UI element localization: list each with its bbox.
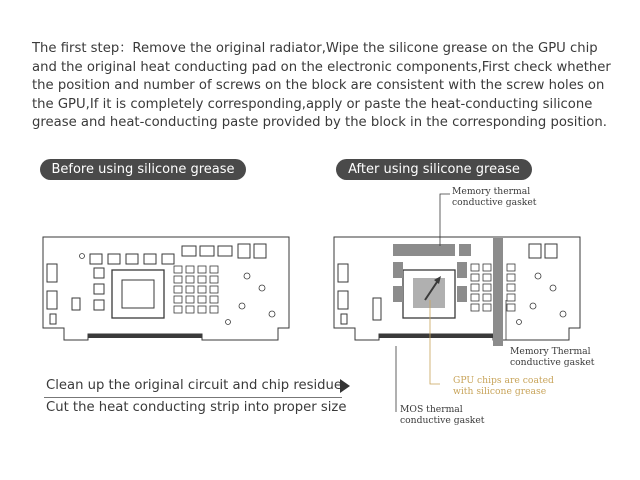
intro-paragraph [32, 40, 622, 133]
callout-line: Memory Thermal [510, 346, 591, 357]
step-divider [44, 397, 342, 398]
step-cut: Cut the heat conducting strip into proper size [46, 400, 347, 415]
play-arrow-icon [340, 379, 350, 393]
board-before-illustration [42, 236, 290, 348]
before-label: Before using silicone grease [40, 159, 246, 180]
intro-line: the GPU,If it is completely corresponding,apply or paste the heat-conducting silicone [32, 96, 593, 112]
intro-line: and the original heat conducting pad on the electronic components,First check whether [32, 59, 611, 75]
after-label: After using silicone grease [336, 159, 532, 180]
callout-line: conductive gasket [400, 415, 485, 426]
intro-line: The first step：Remove the original radiator,Wipe the silicone grease on the GPU chip [32, 41, 598, 56]
callout-line: GPU chips are coated [453, 375, 554, 386]
board-after-illustration [333, 236, 583, 356]
intro-line: the position and number of screws on the block are consistent with the screw holes on [32, 78, 605, 94]
callout-line: Memory thermal [452, 186, 531, 197]
callout-gpu-grease [453, 375, 554, 397]
callout-line: conductive gasket [452, 197, 537, 208]
callout-line: MOS thermal [400, 404, 463, 415]
callout-line: conductive gasket [510, 357, 595, 368]
callout-memory-right [510, 346, 595, 368]
step-clean: Clean up the original circuit and chip residue [46, 378, 342, 393]
intro-line: grease and heat-conducting paste provided by the block in the corresponding position. [32, 115, 607, 131]
callout-memory-top [452, 186, 537, 208]
callout-line: with silicone grease [453, 386, 547, 397]
callout-mos [400, 404, 485, 426]
